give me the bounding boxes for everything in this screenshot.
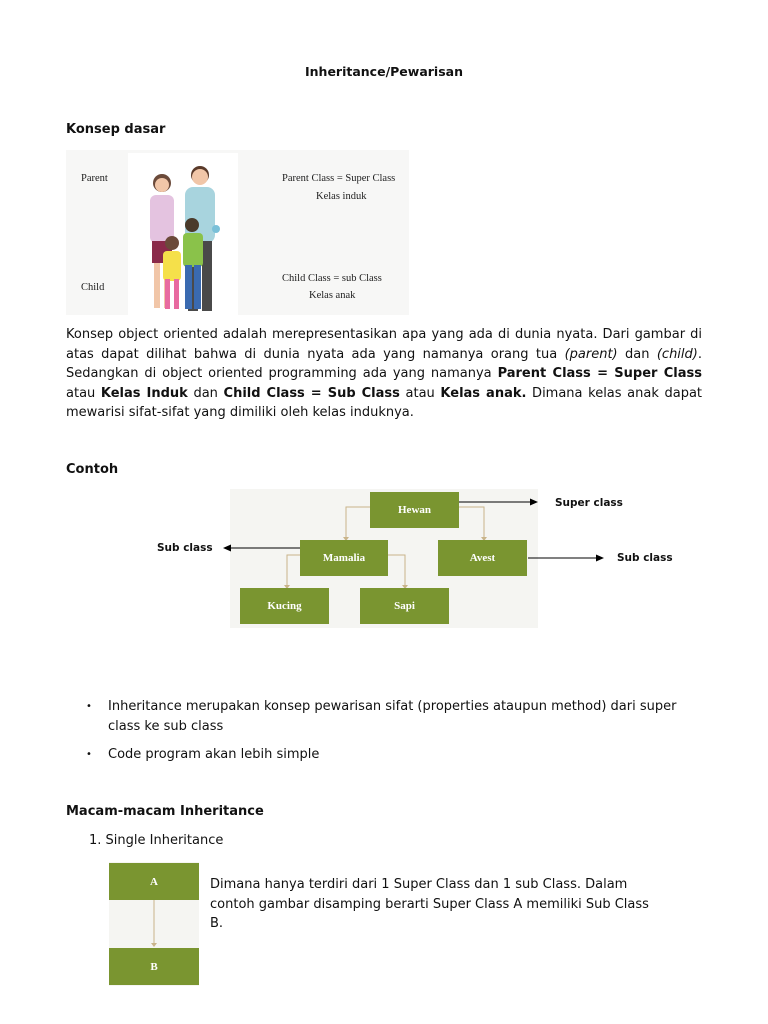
child-class-equation: Child Class = sub Class — [282, 273, 382, 284]
paragraph-text: atau — [399, 385, 441, 401]
section-heading-konsep-dasar: Konsep dasar — [66, 122, 166, 137]
child-label: Child — [81, 282, 105, 293]
parent-class-alias: Kelas induk — [316, 191, 367, 202]
label-super-class: Super class — [555, 497, 623, 509]
numbered-item-single-inheritance: 1. Single Inheritance — [89, 833, 224, 848]
paragraph-text: dan — [187, 385, 224, 401]
paragraph-text: . Sedangkan di object oriented programming ada yang namanya — [66, 346, 702, 381]
node-a: A — [109, 863, 199, 900]
inheritance-bullet-list — [86, 697, 686, 774]
paragraph-text: Konsep object oriented adalah merepresentasikan apa yang ada di dunia nyata. Dari gambar di atas dapat dilihat bahwa di dunia nyata ada yang namanya orang tua — [66, 327, 702, 362]
label-sub-class-left: Sub class — [157, 542, 213, 554]
paragraph-text: atau — [66, 385, 101, 401]
node-hewan: Hewan — [370, 492, 459, 528]
bullet-text: Inheritance merupakan konsep pewarisan sifat (properties ataupun method) dari super class ke sub class — [108, 699, 677, 734]
bullet-text: Code program akan lebih simple — [108, 747, 320, 762]
paragraph-bold-kelas-induk: Kelas Induk — [100, 385, 188, 401]
node-kucing: Kucing — [240, 588, 329, 624]
family-illustration — [66, 150, 409, 315]
paragraph-italic-parent: (parent) — [564, 346, 618, 362]
family-figures-image — [128, 153, 238, 315]
node-b: B — [109, 948, 199, 985]
node-mamalia: Mamalia — [300, 540, 388, 576]
paragraph-text: Dimana kelas anak dapat mewarisi sifat-sifat yang dimiliki oleh kelas induknya. — [66, 385, 703, 420]
bullet-icon: • — [86, 701, 92, 712]
bullet-icon: • — [86, 749, 92, 760]
list-item — [86, 697, 686, 736]
concept-paragraph — [66, 325, 702, 423]
parent-label: Parent — [81, 173, 108, 184]
section-heading-contoh: Contoh — [66, 462, 119, 477]
paragraph-bold-child-class: Child Class = Sub Class — [223, 385, 400, 401]
node-avest: Avest — [438, 540, 527, 576]
single-connector — [109, 900, 199, 948]
paragraph-bold-parent-class: Parent Class = Super Class — [497, 366, 702, 381]
section-heading-macam-macam: Macam-macam Inheritance — [66, 804, 264, 819]
paragraph-bold-kelas-anak: Kelas anak. — [440, 385, 527, 401]
paragraph-text: dan — [617, 346, 657, 362]
family-photo — [128, 153, 238, 315]
single-inheritance-description: Dimana hanya terdiri dari 1 Super Class dan 1 sub Class. Dalam contoh gambar disamping berarti Super Class A memiliki Sub Class B. — [210, 877, 649, 931]
parent-class-equation: Parent Class = Super Class — [282, 173, 396, 184]
child-class-alias: Kelas anak — [309, 290, 356, 301]
paragraph-italic-child: (child) — [656, 346, 698, 362]
page-title: Inheritance/Pewarisan — [305, 64, 463, 79]
list-item — [86, 745, 686, 765]
label-sub-class-right: Sub class — [617, 552, 673, 564]
single-inheritance-diagram — [109, 862, 199, 986]
node-sapi: Sapi — [360, 588, 449, 624]
hierarchy-arrows — [0, 480, 768, 580]
